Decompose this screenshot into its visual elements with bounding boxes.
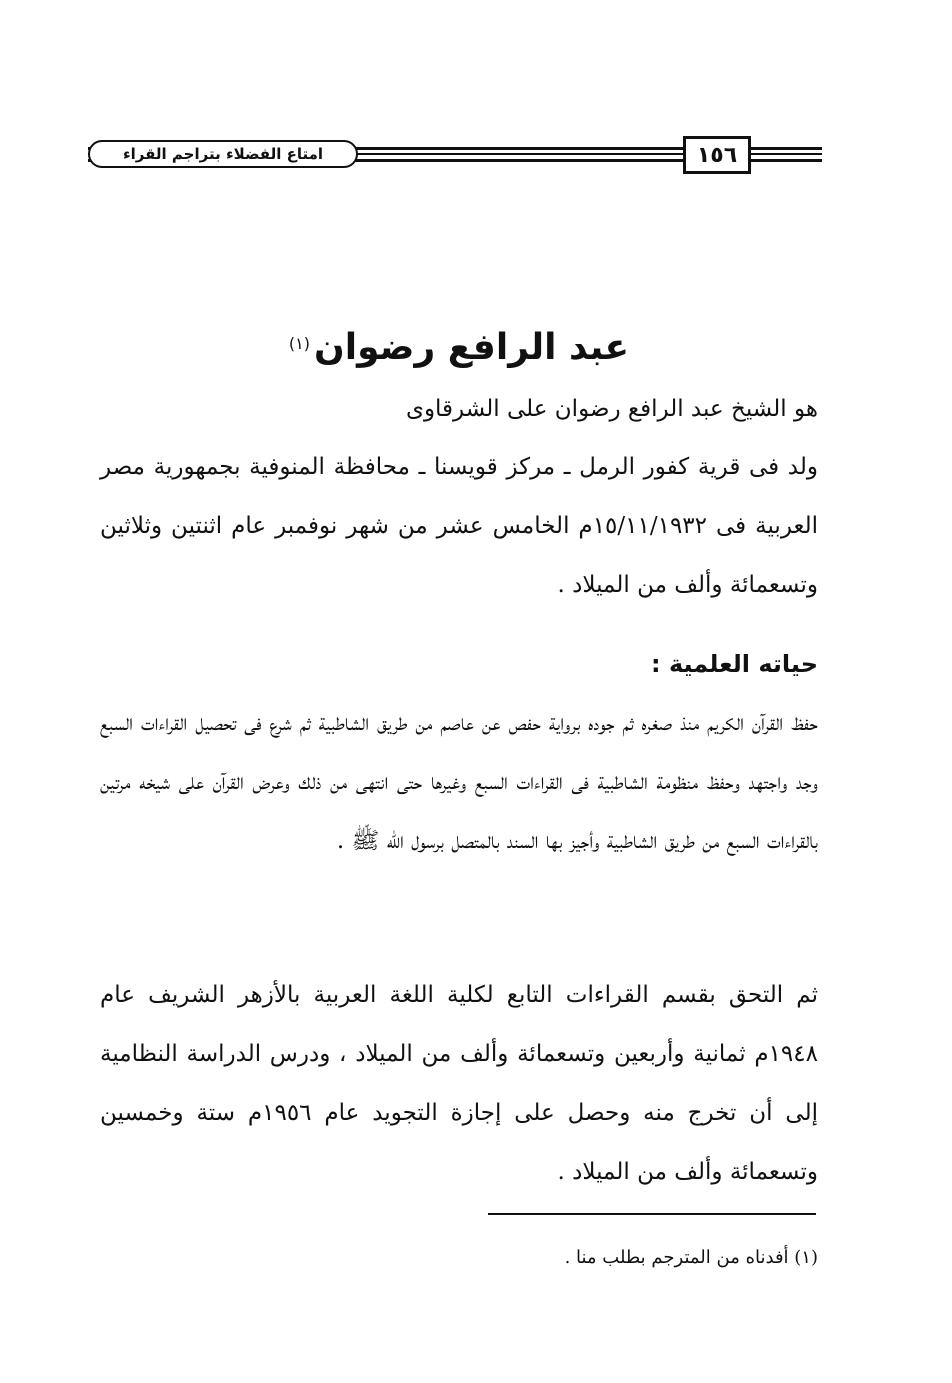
- intro-paragraph: هو الشيخ عبد الرافع رضوان على الشرقاوى: [405, 396, 818, 422]
- article-title: [100, 318, 818, 378]
- birth-paragraph-block: [100, 438, 818, 615]
- book-title: امتاع الفضلاء بتراجم القراء: [88, 140, 358, 168]
- footnote-separator: [488, 1213, 816, 1215]
- running-header: [88, 136, 822, 180]
- life-paragraph: حفظ القرآن الكريم منذ صغره ثم جوده برواية حفص عن عاصم من طريق الشاطبية ثم شرع فى تحصيل القراءات السبع وجد واجتهد وحفظ منظومة الشاطبية فى القراءات السبع وغيرها حتى انتهى من ذلك وعرض القرآن على شيخه مرتين بالقراءات السبع من طريق الشاطبية وأجيز بها السند بالمتصل برسول الله ﷺ .: [100, 710, 818, 854]
- azhar-paragraph: ثم التحق بقسم القراءات التابع لكلية اللغة العربية بالأزهر الشريف عام ١٩٤٨م ثمانية وأربعين وتسعمائة وألف من الميلاد ، ودرس الدراسة النظامية إلى أن تخرج منه وحصل على إجازة التجويد عام ١٩٥٦م ستة وخمسين وتسعمائة وألف من الميلاد .: [100, 982, 818, 1185]
- footnote: (١) أفدناه من المترجم بطلب منا .: [564, 1247, 818, 1268]
- title-footnote-marker: (١): [288, 334, 311, 353]
- section-heading: حياته العلمية :: [650, 650, 818, 678]
- life-paragraph-block: [100, 694, 818, 871]
- birth-paragraph: ولد فى قرية كفور الرمل ـ مركز قويسنا ـ محافظة المنوفية بجمهورية مصر العربية فى ١٥/١١/١٩٣٢م الخامس عشر من شهر نوفمبر عام اثنتين وثلاثين وتسعمائة وألف من الميلاد .: [100, 454, 818, 598]
- azhar-paragraph-block: [100, 966, 818, 1202]
- intro-paragraph-block: [100, 380, 818, 439]
- article-title-text: عبد الرافع رضوان: [314, 327, 630, 368]
- page-number: ١٥٦: [683, 136, 751, 174]
